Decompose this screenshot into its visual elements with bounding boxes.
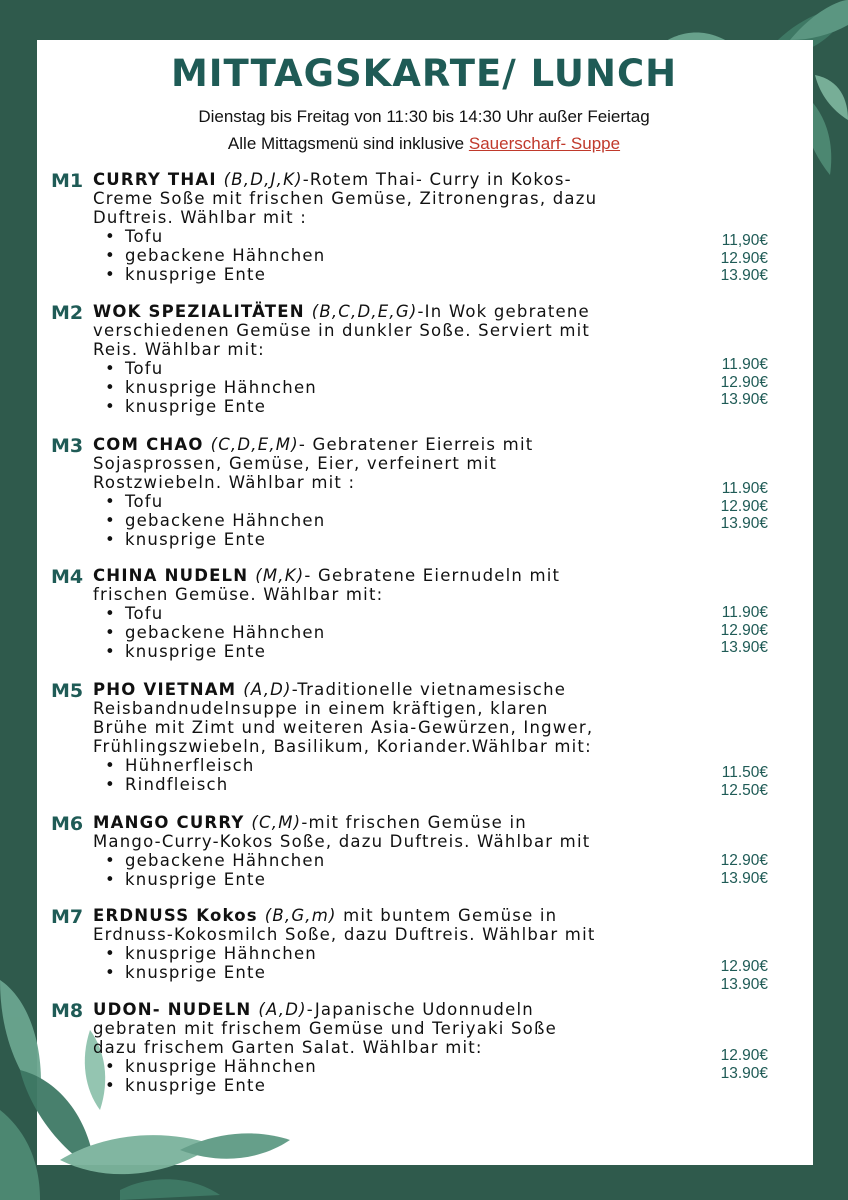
item-price: 13.90€	[720, 1064, 768, 1082]
item-price: 12.50€	[720, 781, 768, 799]
item-price: 11,90€	[721, 232, 768, 249]
item-allergens: (A,D)	[243, 680, 292, 699]
item-option: • Tofu	[93, 604, 693, 623]
item-option: • gebackene Hähnchen	[93, 623, 693, 642]
item-code: M6	[51, 813, 84, 835]
item-option: • Tofu	[93, 227, 693, 246]
item-description	[93, 566, 693, 661]
item-price: 13.90€	[720, 975, 768, 993]
item-option: • gebackene Hähnchen	[93, 511, 693, 530]
item-desc-line: -Japanische Udonnudeln	[306, 1000, 534, 1019]
item-option: • Rindfleisch	[93, 775, 693, 794]
item-allergens: (A,D)	[258, 1000, 307, 1019]
soup-note	[0, 134, 848, 154]
item-price: 12.90€	[720, 497, 768, 515]
item-name: WOK SPEZIALITÄTEN	[93, 302, 312, 321]
item-code: M5	[51, 680, 84, 702]
item-options	[93, 851, 693, 889]
item-desc-line: mit buntem Gemüse in	[336, 906, 558, 925]
item-desc-line: -mit frischen Gemüse in	[301, 813, 527, 832]
item-price: 11.90€	[721, 480, 768, 497]
item-option: • Hühnerfleisch	[93, 756, 693, 775]
soup-note-text: Alle Mittagsmenü sind inklusive	[227, 134, 469, 153]
item-name: UDON- NUDELN	[93, 1000, 259, 1019]
item-price: 12.90€	[720, 621, 768, 639]
item-prices-m2	[706, 356, 768, 409]
soup-link[interactable]: Sauerscharf- Suppe	[468, 134, 621, 153]
item-desc-line: -Traditionelle vietnamesische	[291, 680, 567, 699]
item-option: • Tofu	[93, 359, 693, 378]
item-option: • knusprige Ente	[93, 265, 693, 284]
item-allergens: (B,C,D,E,G)	[311, 302, 418, 321]
item-options	[93, 227, 693, 284]
item-prices-m3	[706, 480, 768, 533]
item-price: 11.50€	[721, 764, 768, 781]
item-prices-m7	[706, 958, 768, 993]
item-allergens: (C,M)	[251, 813, 302, 832]
item-prices-m4	[706, 604, 768, 657]
item-option: • knusprige Hähnchen	[93, 944, 693, 963]
item-allergens: (M,K)	[255, 566, 305, 585]
item-desc-line: frischen Gemüse. Wählbar mit:	[93, 585, 384, 604]
item-description	[93, 302, 693, 416]
item-price: 13.90€	[720, 869, 768, 887]
item-options	[93, 944, 693, 982]
item-desc-line: - Gebratene Eiernudeln mit	[304, 566, 561, 585]
item-desc-line: Sojasprossen, Gemüse, Eier, verfeinert mit	[93, 454, 498, 473]
item-desc-line: -In Wok gebratene	[417, 302, 590, 321]
item-description	[93, 170, 693, 284]
item-desc-line: Duftreis. Wählbar mit :	[93, 208, 307, 227]
item-description	[93, 1000, 693, 1095]
item-prices-m5	[706, 764, 768, 799]
item-prices-m1	[706, 232, 768, 285]
item-desc-line: -Rotem Thai- Curry in Kokos-	[302, 170, 572, 189]
item-option: • knusprige Hähnchen	[93, 1057, 693, 1076]
item-price: 12.90€	[720, 1047, 768, 1064]
item-price: 13.90€	[720, 267, 768, 284]
item-code: M8	[51, 1000, 84, 1022]
item-options	[93, 492, 693, 549]
item-name: PHO VIETNAM	[93, 680, 244, 699]
item-option: • knusprige Hähnchen	[93, 378, 693, 397]
item-option: • knusprige Ente	[93, 642, 693, 661]
opening-hours: Dienstag bis Freitag von 11:30 bis 14:30 Uhr außer Feiertag	[198, 107, 650, 126]
item-price: 13.90€	[720, 639, 768, 656]
item-desc-line: Mango-Curry-Kokos Soße, dazu Duftreis. Wählbar mit	[93, 832, 591, 851]
item-code: M7	[51, 906, 84, 928]
item-desc-line: Reisbandnudelnsuppe in einem kräftigen, klaren	[93, 699, 549, 718]
item-name: CHINA NUDELN	[93, 566, 256, 585]
item-option: • Tofu	[93, 492, 693, 511]
item-code: M2	[51, 302, 84, 324]
item-option: • knusprige Ente	[93, 397, 693, 416]
item-options	[93, 756, 693, 794]
item-option: • knusprige Ente	[93, 530, 693, 549]
item-price: 11.90€	[721, 356, 768, 373]
item-description	[93, 906, 693, 982]
menu-title: MITTAGSKARTE/ LUNCH	[170, 52, 678, 95]
item-name: MANGO CURRY	[93, 813, 252, 832]
item-price: 13.90€	[720, 515, 768, 532]
item-name: ERDNUSS Kokos	[93, 906, 265, 925]
item-price: 12.90€	[720, 958, 768, 975]
item-option: • gebackene Hähnchen	[93, 246, 693, 265]
item-price: 13.90€	[720, 391, 768, 408]
item-desc-line: - Gebratener Eierreis mit	[298, 435, 534, 454]
item-name: CURRY THAI	[93, 170, 224, 189]
item-allergens: (B,G,m)	[264, 906, 337, 925]
item-code: M4	[51, 566, 84, 588]
item-description	[93, 813, 693, 889]
item-desc-line: Creme Soße mit frischen Gemüse, Zitronengras, dazu	[93, 189, 598, 208]
item-code: M3	[51, 435, 84, 457]
item-price: 12.90€	[720, 852, 768, 869]
item-desc-line: gebraten mit frischem Gemüse und Teriyaki Soße	[93, 1019, 557, 1038]
item-options	[93, 604, 693, 661]
item-desc-line: Brühe mit Zimt und weiteren Asia-Gewürzen, Ingwer,	[93, 718, 594, 737]
item-desc-line: Frühlingszwiebeln, Basilikum, Koriander.Wählbar mit:	[93, 737, 592, 756]
item-description	[93, 680, 693, 794]
item-desc-line: Rostzwiebeln. Wählbar mit :	[93, 473, 356, 492]
item-allergens: (B,D,J,K)	[223, 170, 303, 189]
item-prices-m8	[706, 1047, 768, 1082]
item-name: COM CHAO	[93, 435, 211, 454]
item-prices-m6	[706, 852, 768, 887]
item-options	[93, 1057, 693, 1095]
item-price: 12.90€	[720, 249, 768, 267]
item-allergens: (C,D,E,M)	[210, 435, 299, 454]
item-options	[93, 359, 693, 416]
item-description	[93, 435, 693, 549]
item-desc-line: dazu frischem Garten Salat. Wählbar mit:	[93, 1038, 483, 1057]
item-desc-line: Erdnuss-Kokosmilch Soße, dazu Duftreis. Wählbar mit	[93, 925, 596, 944]
item-option: • gebackene Hähnchen	[93, 851, 693, 870]
item-price: 12.90€	[720, 373, 768, 391]
item-price: 11.90€	[721, 604, 768, 621]
item-desc-line: verschiedenen Gemüse in dunkler Soße. Serviert mit	[93, 321, 591, 340]
item-option: • knusprige Ente	[93, 870, 693, 889]
item-desc-line: Reis. Wählbar mit:	[93, 340, 265, 359]
item-option: • knusprige Ente	[93, 963, 693, 982]
item-option: • knusprige Ente	[93, 1076, 693, 1095]
item-code: M1	[51, 170, 84, 192]
